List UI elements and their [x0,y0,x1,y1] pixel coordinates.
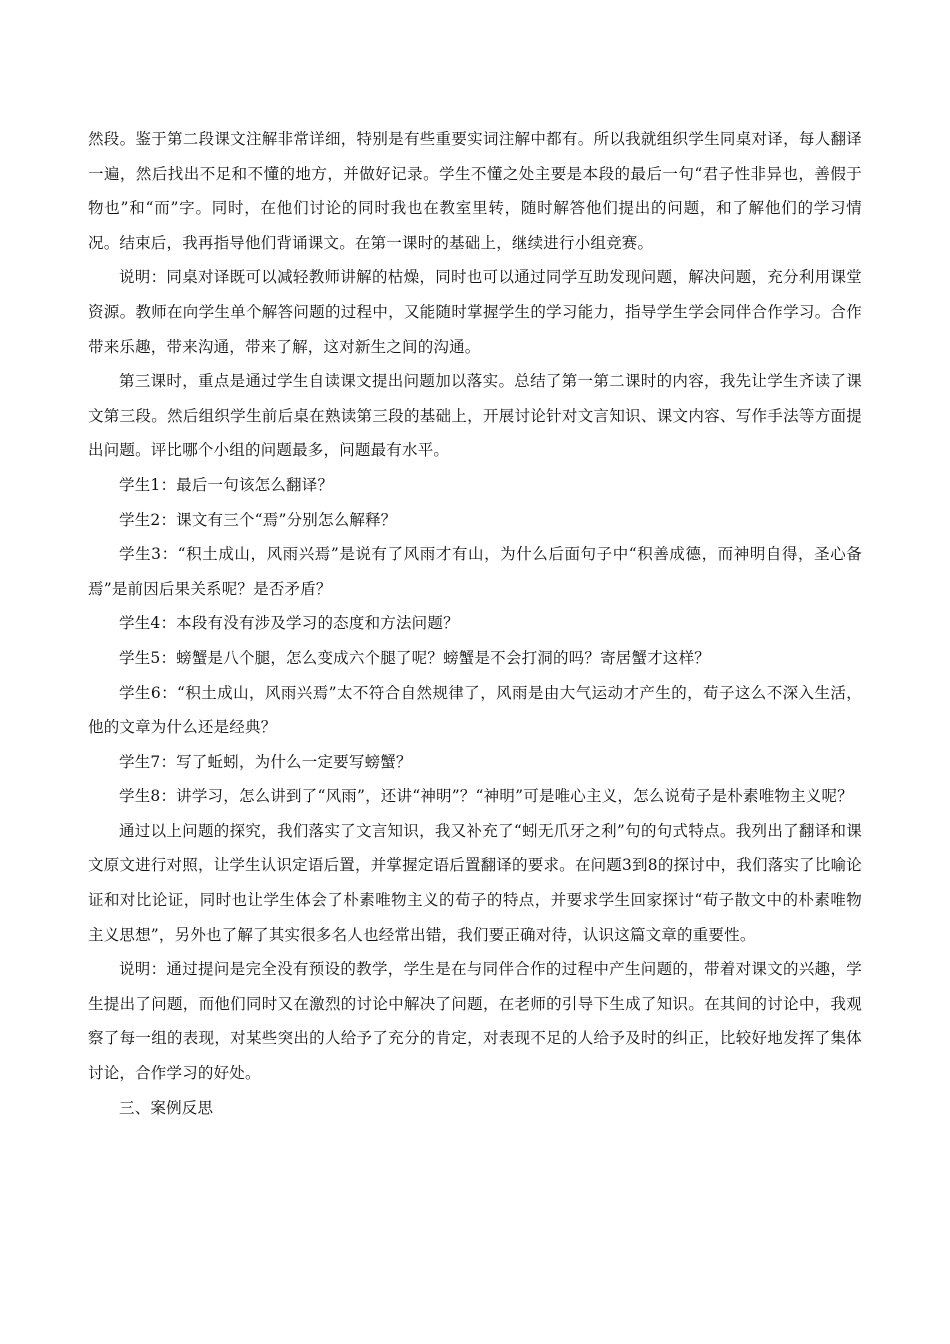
paragraph-note-questioning: 说明：通过提问是完全没有预设的教学，学生是在与同伴合作的过程中产生问题的，带着对课文的兴趣，学生提出了问题，而他们同时又在激烈的讨论中解决了问题，在老师的引导下生成了知识。在其间的讨论中，我观察了每一组的表现，对某些突出的人给予了充分的肯定，对表现不足的人给予及时的纠正，比较好地发挥了集体讨论，合作学习的好处。 [88,960,862,1083]
paragraph-student-5: 学生5：螃蟹是八个腿，怎么变成六个腿了呢？螃蟹是不会打洞的吗？寄居蟹才这样？ [119,648,710,667]
paragraph-student-6: 学生6：“积土成山，风雨兴焉”太不符合自然规律了，风雨是由大气运动才产生的，荀子这么不深入生活，他的文章为什么还是经典？ [88,683,862,737]
paragraph-note-pair-translation: 说明：同桌对译既可以减轻教师讲解的枯燥，同时也可以通过同学互助发现问题，解决问题，充分利用课堂资源。教师在向学生单个解答问题的过程中，又能随时掌握学生的学习能力，指导学生学会同伴合作学习。合作带来乐趣，带来沟通，带来了解，这对新生之间的沟通。 [88,268,862,356]
document-body [88,122,862,1125]
paragraph-third-lesson: 第三课时，重点是通过学生自读课文提出问题加以落实。总结了第一第二课时的内容，我先让学生齐读了课文第三段。然后组织学生前后桌在熟读第三段的基础上，开展讨论针对文言知识、课文内容、写作手法等方面提出问题。评比哪个小组的问题最多，问题最有水平。 [88,372,862,460]
paragraph-student-4: 学生4：本段有没有涉及学习的态度和方法问题？ [119,614,459,633]
section-heading-reflection: 三、案例反思 [119,1098,214,1117]
paragraph-student-1: 学生1：最后一句该怎么翻译？ [119,475,334,494]
paragraph-student-7: 学生7：写了蚯蚓，为什么一定要写螃蟹？ [119,752,412,771]
paragraph-student-8: 学生8：讲学习，怎么讲到了“风雨”，还讲“神明”？“神明”可是唯心主义，怎么说荀子是朴素唯物主义呢？ [119,787,853,806]
paragraph-student-2: 学生2：课文有三个“焉”分别怎么解释？ [119,510,397,529]
paragraph-exploration: 通过以上问题的探究，我们落实了文言知识，我又补充了“蚓无爪牙之利”句的句式特点。我列出了翻译和课文原文进行对照，让学生认识定语后置，并掌握定语后置翻译的要求。在问题3到8的探讨中，我们落实了比喻论证和对比论证，同时也让学生体会了朴素唯物主义的荀子的特点，并要求学生回家探讨“荀子散文中的朴素唯物主义思想”，另外也了解了其实很多名人也经常出错，我们要正确对待，认识这篇文章的重要性。 [88,821,862,944]
paragraph-continuation: 然段。鉴于第二段课文注解非常详细，特别是有些重要实词注解中都有。所以我就组织学生同桌对译，每人翻译一遍，然后找出不足和不懂的地方，并做好记录。学生不懂之处主要是本段的最后一句“君子性非异也，善假于物也”和“而”字。同时，在他们讨论的同时我也在教室里转，随时解答他们提出的问题，和了解他们的学习情况。结束后，我再指导他们背诵课文。在第一课时的基础上，继续进行小组竞赛。 [88,130,862,252]
paragraph-student-3: 学生3：“积土成山，风雨兴焉”是说有了风雨才有山，为什么后面句子中“积善成德，而神明自得，圣心备焉”是前因后果关系呢？是否矛盾？ [88,545,862,598]
